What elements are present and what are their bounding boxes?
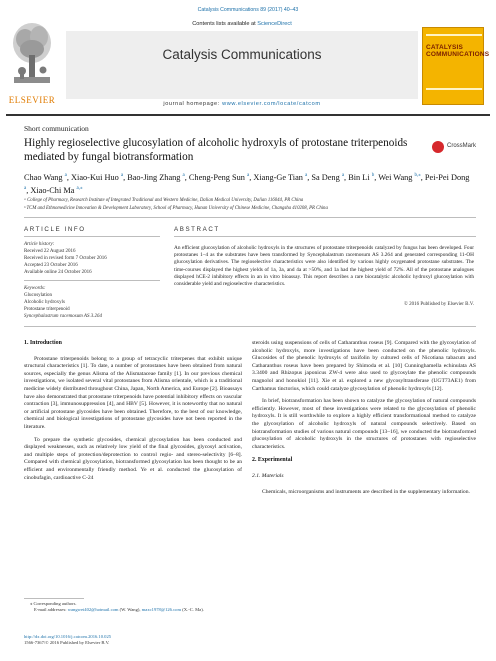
body-paragraph: To prepare the synthetic glycosides, chemical glycosylation has been conducted and displayed weaknesses, such as relatively low yield of the final glycosides, glycosyl activation, and multiple steps of protection/deprotection to control regio- and stereo-selectivity [6–8]. Compared with chemical glycosylation, biotransformed glycosylation has been thought to be an efficient and environmentally friendly method. Ye et al. conducted the glucosylation of cinobufagin, cardioactive C-24 — [24, 436, 242, 481]
journal-banner — [66, 31, 418, 99]
info-divider — [24, 236, 160, 237]
affiliation-a: ᵃ College of Pharmacy, Research Institute of Integrated Traditional and Western Medicine, Dalian Medical University, Dalian 116044, PR China — [24, 198, 304, 203]
issn-line: 1566-7367/© 2016 Published by Elsevier B.V. — [24, 640, 110, 646]
crossmark-button[interactable] — [432, 140, 482, 154]
experimental-heading: 2. Experimental — [252, 457, 293, 464]
homepage-prefix: journal homepage: — [163, 101, 223, 107]
date-revised: Received in revised form 7 October 2016 — [24, 256, 107, 261]
homepage-link[interactable]: www.elsevier.com/locate/catcom — [222, 101, 321, 107]
doi-block — [24, 634, 242, 647]
sciencedirect-link[interactable]: ScienceDirect — [257, 21, 292, 27]
footnote-divider — [24, 598, 84, 599]
elsevier-logo[interactable] — [6, 17, 56, 109]
email-line — [24, 607, 242, 613]
publisher-name: ELSEVIER — [8, 95, 56, 105]
article-title: Highly regioselective glucosylation of alcoholic hydroxyls of protostane triterpenoids mediated by fungal biotransformation — [24, 137, 408, 163]
cover-stripe — [426, 88, 482, 90]
history-label: Article history: — [24, 242, 55, 247]
corresponding-authors: ⁎ Corresponding authors. — [30, 601, 77, 606]
date-accepted: Accepted 23 October 2016 — [24, 263, 78, 268]
article-type: Short communication — [24, 124, 89, 133]
right-column — [252, 340, 476, 501]
cover-stripe — [426, 34, 482, 36]
journal-info-box — [66, 17, 418, 109]
affiliation-b: ᵇ TCM and Ethnomedicine Innovation & Development Laboratory, School of Pharmacy, Hunan University of Chinese Medicine, Changsha 410208, PR China — [24, 206, 328, 211]
journal-cover-image[interactable] — [422, 27, 490, 105]
crossmark-label: CrossMark — [447, 143, 477, 149]
email-link[interactable]: maxc1978@126.com — [141, 607, 182, 613]
abstract-copyright: © 2016 Published by Elsevier B.V. — [404, 302, 474, 307]
keyword: Alcoholic hydroxyls — [24, 300, 65, 305]
journal-masthead — [6, 17, 490, 114]
date-online: Available online 24 October 2016 — [24, 270, 92, 275]
abstract-divider — [174, 236, 476, 237]
date-received: Received 22 August 2016 — [24, 249, 76, 254]
body-paragraph: In brief, biotransformation has been shown to catalyze the glycosylation of natural compounds efficiently. However, most of these investigations were related to the glycosylation of phenolic hydroxyls. It is still worthwhile to explore a highly efficient transformational method to catalyze the glycosylation of alcoholic hydroxyls of natural compounds selectively. Based on biotransformation studies of various natural compounds [13–16], we conducted the biotransformed glucosylation of alcoholic hydroxyls in the structures of protostanes with regioselective characteristics. — [252, 398, 476, 450]
email-link[interactable]: wangwei402@hotmail.com — [67, 607, 119, 613]
abstract-bottom-divider — [24, 326, 476, 327]
keyword: Protostane triterpenoid — [24, 307, 70, 312]
footnotes — [24, 601, 242, 614]
email-owner: (W. Wang), — [118, 607, 142, 613]
journal-name: Catalysis Communications — [162, 47, 322, 62]
doi-link[interactable]: http://dx.doi.org/10.1016/j.catcom.2016.10.025 — [24, 634, 112, 639]
masthead-divider — [6, 114, 490, 116]
author-list[interactable]: Chao Wang $^a$, Xiao-Kui Huo $^a$, Bao-Jing Zhang $^a$, Cheng-Peng Sun $^a$, Xiang-Ge Tian $^a$, Sa Deng $^a$, Bin Li $^b$, Wei Wang $^{b,⁎}$, Pei-Pei Dong $^a$, Xiao-Chi Ma $^{a,⁎}$ — [24, 172, 470, 195]
cover-title: CATALYSIS COMMUNICATIONS — [426, 44, 490, 58]
abstract-heading: ABSTRACT — [174, 226, 220, 233]
left-column — [24, 340, 242, 487]
body-paragraph: Chemicals, microorganisms and instruments are described in the supplementary information. — [262, 488, 470, 495]
introduction-heading: 1. Introduction — [24, 340, 62, 346]
body-paragraph: Protostane triterpenoids belong to a group of tetracyclic triterpenes that exhibit unique structural characteristics [1]. To date, a number of protostanes have been obtained from natural sources, especially the genus Alisma of the Alismataceae family [1]. In our previous chemical investigations, we isolated several vital protostanes from Alisma orientale, which is a traditional medicine widely distributed throughout China, Japan, North America, and Europe [2]. Bioassays have also demonstrated that protostane triterpenoids have potential inhibitory effects on vascular contraction [3], immunosuppression [4], and HBV [5]. However, it is noteworthy that no natural or artificial protostane glycosides have been obtained. Therefore, to the best of our knowledge, chemical and biological investigations of protostane glycosides have not been reported in the literature. — [24, 355, 242, 430]
keyword: Syncephalastrum racemosum AS 3.264 — [24, 314, 102, 319]
elsevier-tree-icon — [10, 19, 54, 89]
header-divider — [24, 217, 476, 218]
email-prefix: E-mail addresses: — [34, 607, 68, 613]
materials-heading: 2.1. Materials — [252, 472, 284, 479]
keywords-label: Keywords: — [24, 286, 46, 291]
keyword: Glucosylation — [24, 293, 53, 298]
body-paragraph: steroids using suspensions of cells of Catharanthus roseus [9]. Compared with the glycosylation of alcoholic hydroxyls, more investigations have been conducted on the phenolic hydroxyls. Glucosides of the phenolic hydroxyls of taxifolin by cultured cells of Nicotiana tabacum and Catharanthus roseus have been prepared by Shimoda et al. [10] Cunninghamella echinulata AS 3.3400 and Rhizopus japonicus ZW-4 were also used to glycosylate the phenolic compounds magnolol and honokiol [11]. Xie et al. explored a new glycosyltransferase (UGT73AE1) from Carthamus tinctorius, which could catalyze glycosylation of phenolic hydroxyls [12]. — [252, 340, 476, 392]
journal-citation[interactable]: Catalysis Communications 89 (2017) 40–43 — [197, 7, 299, 13]
journal-homepage — [66, 101, 418, 107]
email-owner: (X.-C. Ma). — [181, 607, 204, 613]
contents-prefix: Contents lists available at — [192, 21, 258, 27]
keywords-divider — [24, 280, 160, 281]
article-info-heading: ARTICLE INFO — [24, 226, 86, 233]
crossmark-icon — [432, 141, 444, 153]
contents-available — [66, 21, 418, 27]
abstract-text: An efficient glucosylation of alcoholic hydroxyls in the structures of protostane triterpenoids catalyzed by fungus has been developed. Four protostanes 1–4 as the substrates have been transformed by Syncephalastrum racemosum AS 3.264 and generated corresponding 11-OH glucosylation derivatives. The regioselective characteristics were also identified by various highly oxygenated protostane substrates. The time-courses displayed the highest yields of 1a, 3a, and 4a at >50%, and 1a had the highest yield of 72%. All of the protostane analogues displayed hCE-2 inhibitory effects in an in vitro bioassay. This report describes a rare biocatalytic alcoholic hydroxyl glucosylation with considerable yield and regioselective characteristics. — [174, 245, 474, 288]
